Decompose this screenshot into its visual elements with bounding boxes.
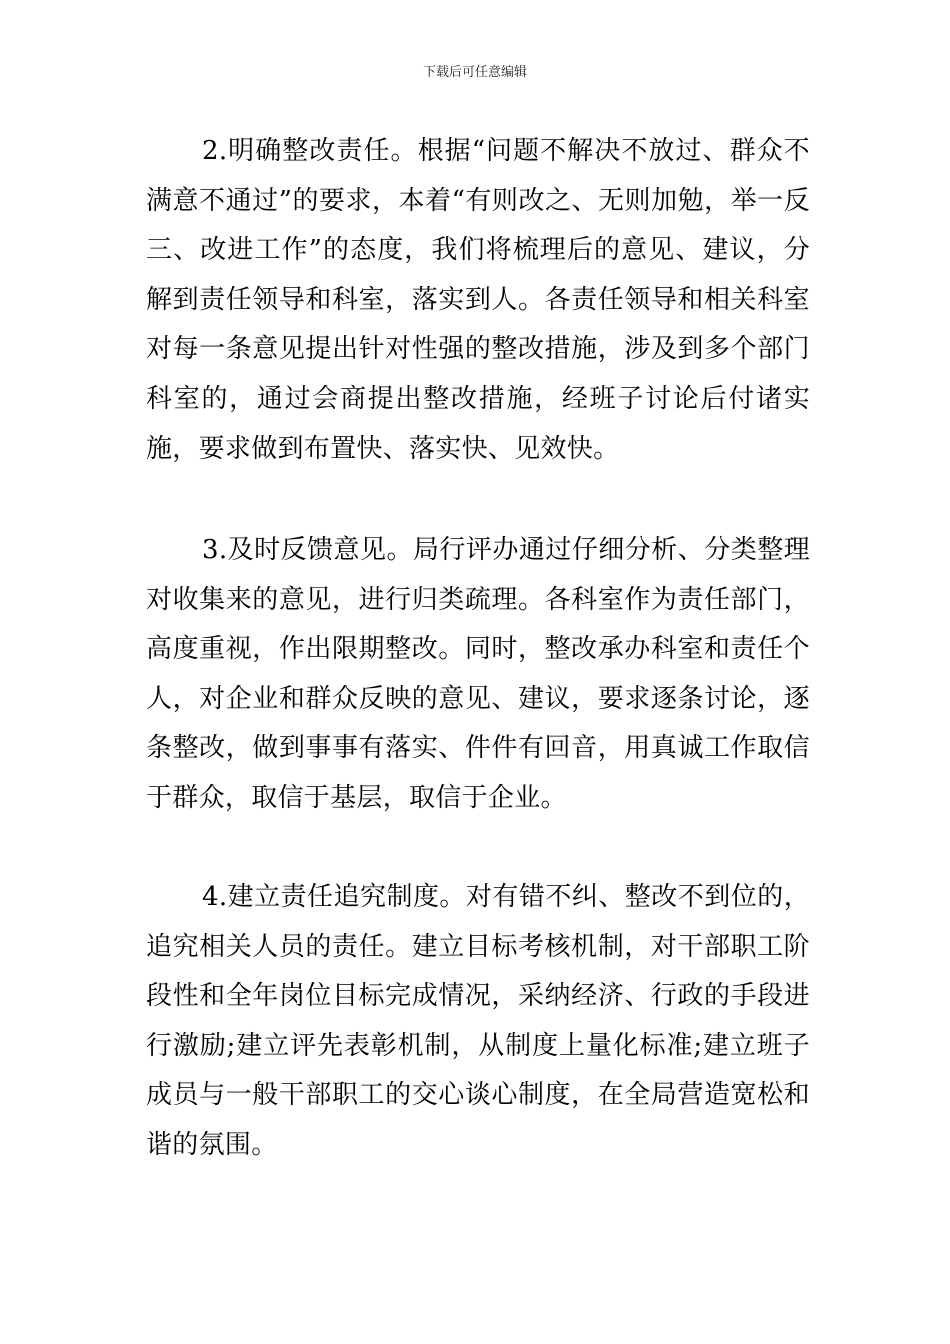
paragraph-item-2: 2.明确整改责任。根据“问题不解决不放过、群众不满意不通过”的要求，本着“有则改之、无则加勉，举一反三、改进工作”的态度，我们将梳理后的意见、建议，分解到责任领导和科室，落实到人。各责任领导和相关科室对每一条意见提出针对性强的整改措施，涉及到多个部门科室的，通过会商提出整改措施，经班子讨论后付诸实施，要求做到布置快、落实快、见效快。: [146, 136, 810, 464]
page-header-note: 下载后可任意编辑: [422, 65, 527, 80]
paragraph-item-4: 4.建立责任追究制度。对有错不纠、整改不到位的，追究相关人员的责任。建立目标考核机制，对干部职工阶段性和全年岗位目标完成情况，采纳经济、行政的手段进行激励;建立评先表彰机制，从制度上量化标准;建立班子成员与一般干部职工的交心谈心制度，在全局营造宽松和谐的氛围。: [146, 882, 810, 1160]
paragraph-item-3: 3.及时反馈意见。局行评办通过仔细分析、分类整理对收集来的意见，进行归类疏理。各科室作为责任部门，高度重视，作出限期整改。同时，整改承办科室和责任个人，对企业和群众反映的意见、建议，要求逐条讨论，逐条整改，做到事事有落实、件件有回音，用真诚工作取信于群众，取信于基层，取信于企业。: [146, 535, 810, 813]
